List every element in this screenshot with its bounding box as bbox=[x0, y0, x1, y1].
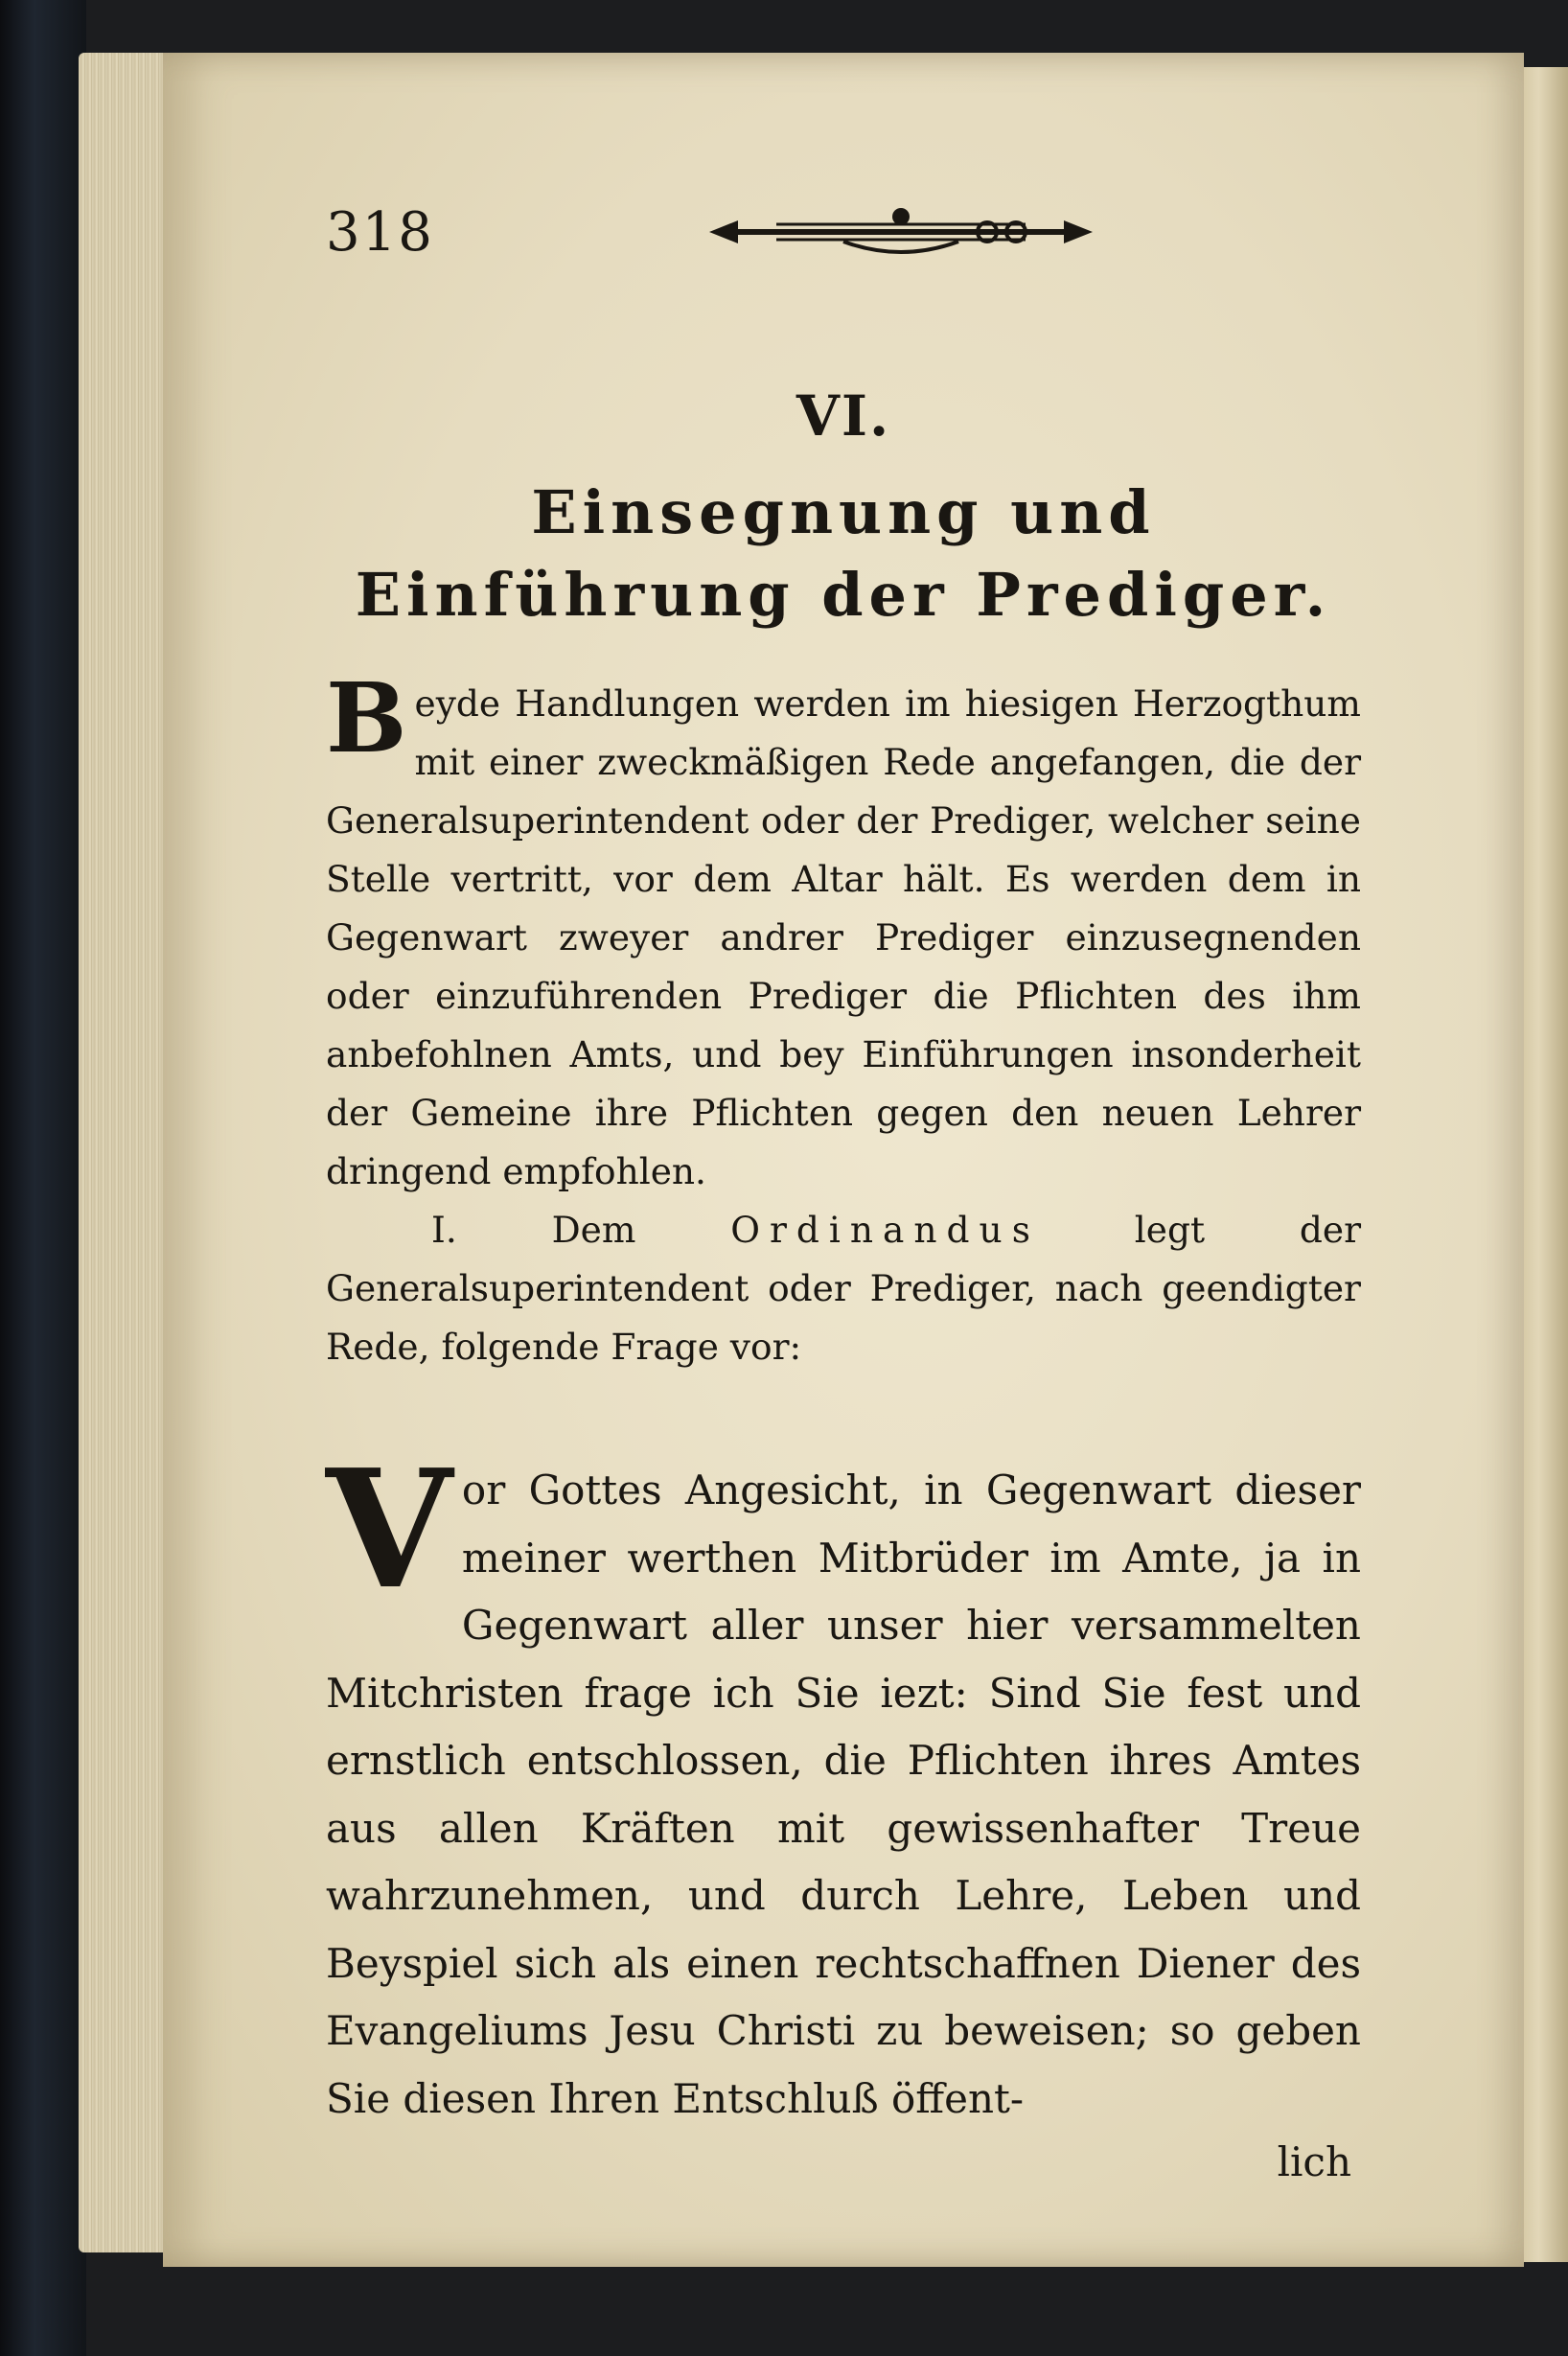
item-spaced-term: Ordinandus bbox=[730, 1209, 1040, 1251]
book-spine bbox=[0, 0, 86, 2356]
item-text-b: legt der Generalsuperintendent oder Prediger, nach geendigter Rede, folgende Frage vor: bbox=[326, 1209, 1361, 1368]
item-text-a: Dem bbox=[551, 1209, 636, 1251]
catchword: lich bbox=[1277, 2138, 1351, 2185]
intro-dropcap: B bbox=[326, 661, 407, 774]
chapter-title: Einsegnung und Einführung der Prediger. bbox=[355, 477, 1332, 630]
item-number: I. bbox=[431, 1209, 457, 1251]
running-header bbox=[326, 182, 1361, 278]
question-text: or Gottes Angesicht, in Gegenwart dieser meiner werthen Mitbrüder im Amte, ja in Gegenwart aller unser hier versammelten Mitchristen frage ich Sie iezt: Sind Sie fest und ernstlich entschlossen, die Pflichten ihres Amtes aus allen Kräften mit gewissenhafter Treue wahrzunehmen, und durch Lehre, Leben und Beyspiel sich als einen rechtschaffnen Diener des Evangeliums Jesu Christi zu beweisen; so geben Sie diesen Ihren Entschluß öffent- bbox=[326, 1467, 1361, 2122]
intro-text: eyde Handlungen werden im hiesigen Herzogthum mit einer zweckmäßigen Rede angefangen, die der Generalsuperintendent oder der Prediger, welcher seine Stelle vertritt, vor dem Altar hält. Es werden dem in Gegenwart zweyer andrer Prediger einzusegnenden oder einzuführenden Prediger die Pflichten des ihm anbefohlnen Amts, und bey Einführungen insonderheit der Gemeine ihre Pflichten gegen den neuen Lehrer dringend empfohlen. bbox=[326, 682, 1361, 1192]
intro-paragraph bbox=[326, 661, 1361, 1201]
page-content bbox=[326, 182, 1361, 2185]
page-number: 318 bbox=[326, 201, 434, 264]
item-paragraph bbox=[326, 1201, 1361, 1376]
chapter-number: VI. bbox=[796, 383, 891, 449]
printer-ornament-icon bbox=[700, 203, 1102, 261]
question-paragraph bbox=[326, 1434, 1361, 2133]
question-dropcap: V bbox=[326, 1434, 452, 1626]
